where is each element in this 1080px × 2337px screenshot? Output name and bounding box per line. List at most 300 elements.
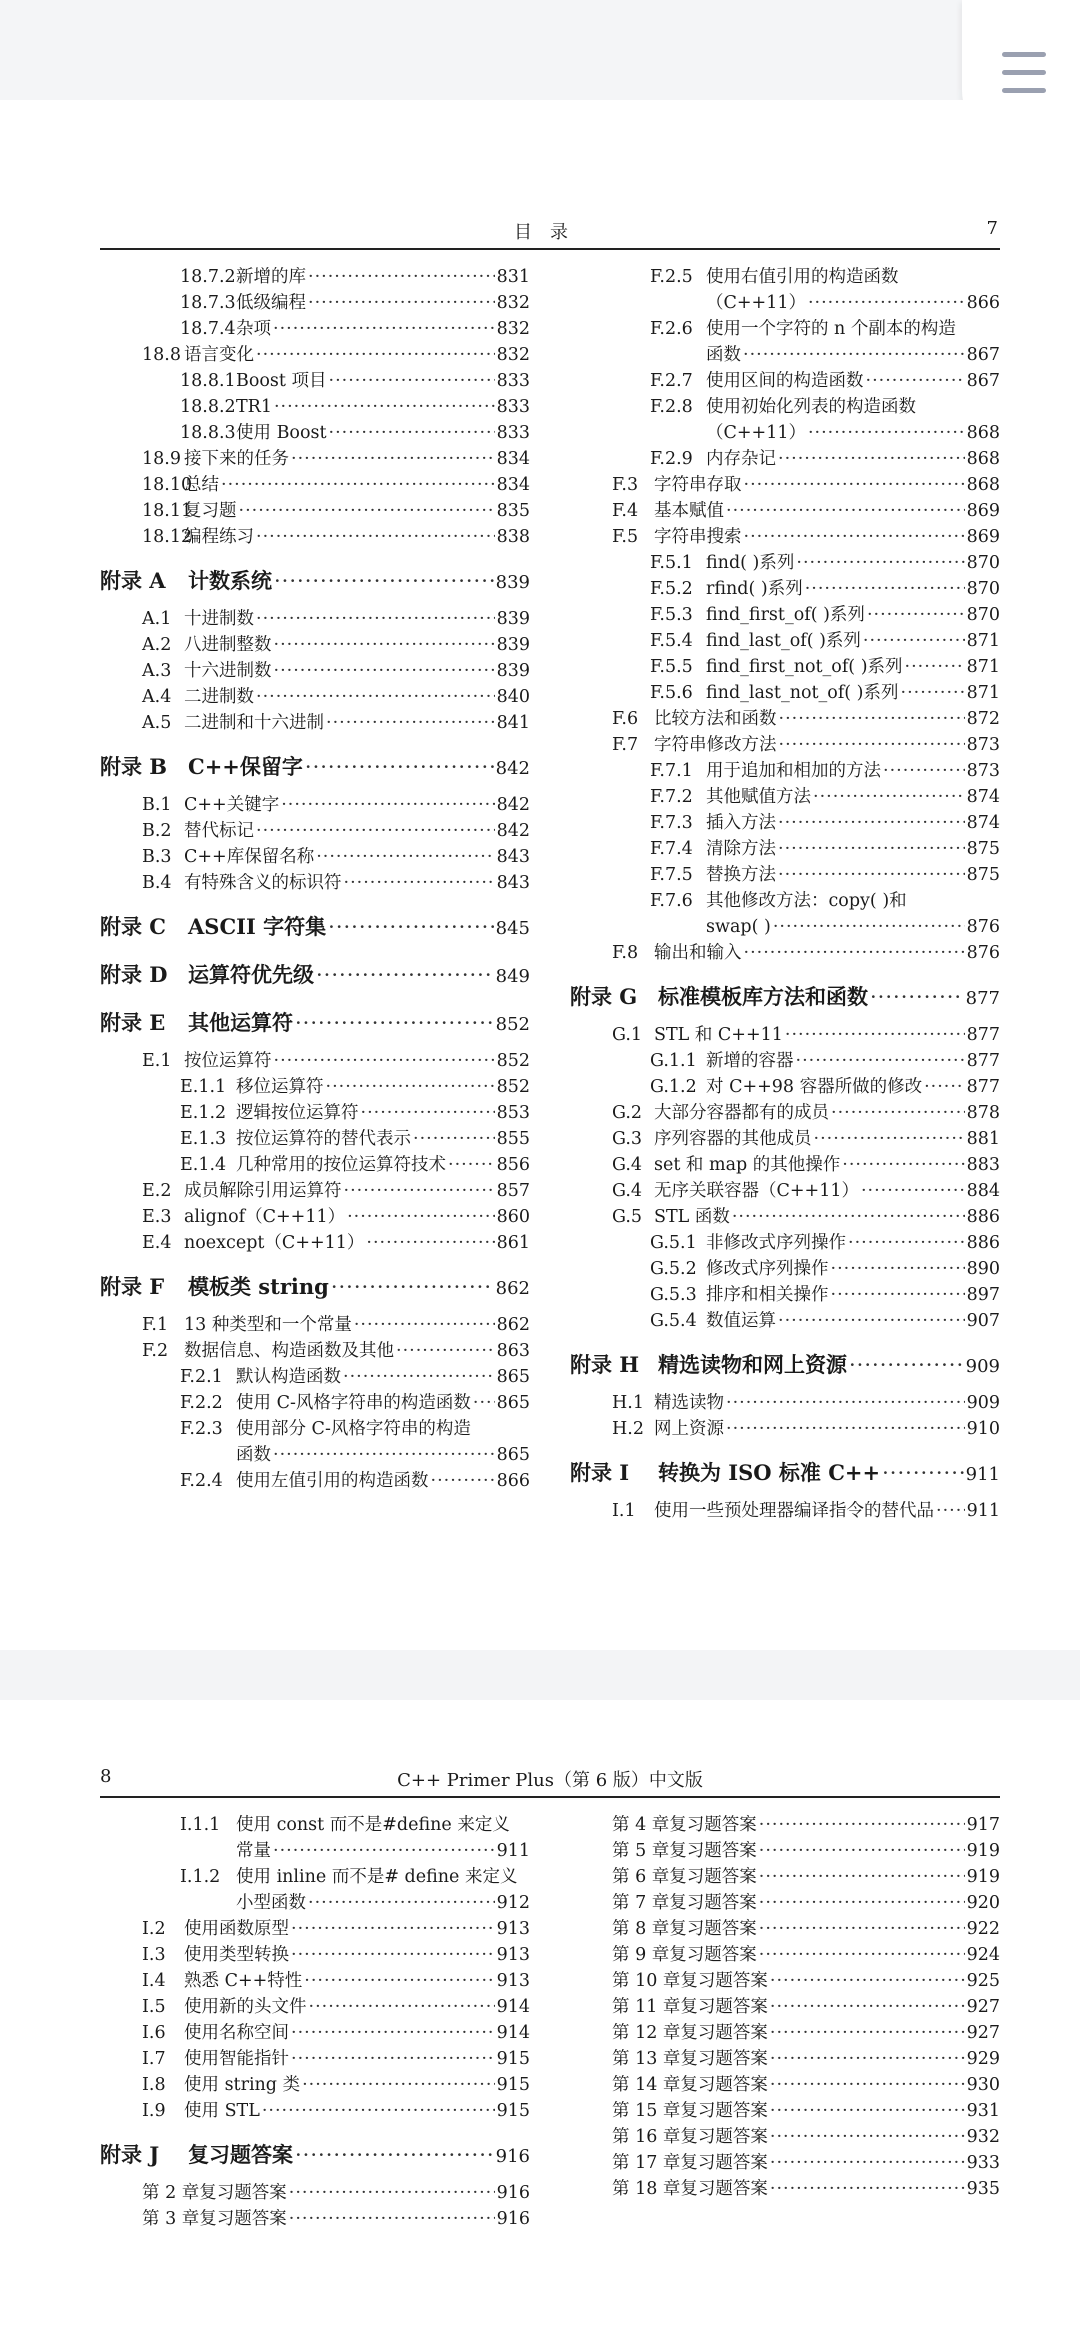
- entry-number: F.4: [612, 501, 639, 521]
- entry-page-number: 931: [966, 2101, 1000, 2121]
- appendix-entry[interactable]: [570, 1348, 1000, 1382]
- dot-leader: [431, 1468, 495, 1494]
- appendix-entry[interactable]: [570, 1456, 1000, 1490]
- entry-page-number: 860: [496, 1207, 530, 1227]
- toc-entry[interactable]: [570, 446, 1000, 472]
- toc-entry[interactable]: [570, 1498, 1000, 1524]
- dot-leader: [778, 810, 965, 836]
- toc-entry[interactable]: [570, 680, 1000, 706]
- entry-page-number: 849: [495, 966, 530, 987]
- entry-title: 使用函数原型: [184, 1919, 289, 1939]
- entry-title: 杂项: [236, 319, 271, 339]
- toc-entry[interactable]: [570, 1074, 1000, 1100]
- dot-leader: [328, 910, 494, 944]
- entry-title: 八进制整数: [184, 635, 272, 655]
- entry-page-number: 919: [966, 1841, 1000, 1861]
- entry-number: 18.7.3: [180, 293, 236, 313]
- entry-number: E.2: [142, 1181, 172, 1201]
- toc-entry[interactable]: [100, 1048, 530, 1074]
- appendix-entry[interactable]: [570, 980, 1000, 1014]
- toc-entry[interactable]: [100, 1812, 530, 1838]
- entry-page-number: 881: [966, 1129, 1000, 1149]
- toc-entry[interactable]: [100, 818, 530, 844]
- entry-title: 清除方法: [706, 839, 776, 859]
- toc-entry[interactable]: [100, 1468, 530, 1494]
- toc-entry[interactable]: [100, 446, 530, 472]
- dot-leader: [867, 602, 965, 628]
- toc-entry[interactable]: [100, 1968, 530, 1994]
- entry-title: 第 6 章复习题答案: [612, 1867, 757, 1887]
- toc-entry[interactable]: [570, 1812, 1000, 1838]
- dot-leader: [291, 446, 495, 472]
- dot-leader: [759, 1812, 965, 1838]
- dot-leader: [770, 2020, 965, 2046]
- toc-entry[interactable]: [100, 1312, 530, 1338]
- entry-number: 18.8.3: [180, 423, 236, 443]
- entry-number: I.5: [142, 1997, 166, 2017]
- dot-leader: [759, 1942, 965, 1968]
- entry-title: swap( ): [706, 917, 771, 937]
- entry-title: STL 函数: [654, 1207, 730, 1227]
- entry-title: 使用 Boost: [236, 423, 327, 443]
- toc-entry[interactable]: [100, 844, 530, 870]
- toc-right-column: [570, 1812, 1000, 2202]
- entry-title: 精选读物: [654, 1393, 724, 1413]
- toc-entry[interactable]: [570, 1256, 1000, 1282]
- entry-page-number: 886: [966, 1233, 1000, 1253]
- dot-leader: [726, 498, 965, 524]
- appendix-entry[interactable]: [100, 910, 530, 944]
- toc-entry[interactable]: [570, 472, 1000, 498]
- entry-number: A.1: [142, 609, 172, 629]
- toc-entry[interactable]: [100, 264, 530, 290]
- toc-entry[interactable]: [570, 1152, 1000, 1178]
- entry-title: （C++11）: [706, 293, 806, 313]
- toc-entry[interactable]: [100, 290, 530, 316]
- entry-page-number: 838: [496, 527, 530, 547]
- toc-entry[interactable]: [570, 576, 1000, 602]
- toc-entry[interactable]: [570, 2072, 1000, 2098]
- toc-entry[interactable]: [570, 862, 1000, 888]
- entry-page-number: 916: [496, 2183, 530, 2203]
- toc-entry[interactable]: [100, 2020, 530, 2046]
- toc-entry[interactable]: [570, 1390, 1000, 1416]
- entry-page-number: 866: [966, 293, 1000, 313]
- toc-entry[interactable]: [570, 1864, 1000, 1890]
- entry-number: F.7.3: [650, 813, 693, 833]
- toc-entry[interactable]: [570, 2046, 1000, 2072]
- entry-title: 其他运算符: [188, 1010, 293, 1035]
- entry-page-number: 832: [496, 319, 530, 339]
- appendix-entry[interactable]: [100, 958, 530, 992]
- entry-number: E.1.2: [180, 1103, 227, 1123]
- dot-leader: [744, 472, 965, 498]
- entry-page-number: 840: [496, 687, 530, 707]
- dot-leader: [759, 1890, 965, 1916]
- entry-title: 基本赋值: [654, 501, 724, 521]
- dot-leader: [770, 2124, 965, 2150]
- toc-entry[interactable]: [100, 2180, 530, 2206]
- entry-page-number: 897: [966, 1285, 1000, 1305]
- dot-leader: [316, 844, 494, 870]
- toc-right-column: [570, 264, 1000, 1524]
- toc-entry[interactable]: [100, 472, 530, 498]
- entry-title: 语言变化: [184, 345, 254, 365]
- toc-entry[interactable]: [570, 2020, 1000, 2046]
- entry-page-number: 876: [966, 943, 1000, 963]
- toc-entry[interactable]: [570, 1968, 1000, 1994]
- dot-leader: [316, 958, 494, 992]
- dot-leader: [770, 1994, 965, 2020]
- dot-leader: [805, 576, 965, 602]
- toc-entry[interactable]: [100, 2098, 530, 2124]
- toc-entry[interactable]: [570, 1282, 1000, 1308]
- entry-title: 十进制数: [184, 609, 254, 629]
- entry-number: H.1: [612, 1393, 644, 1413]
- entry-title: 转换为 ISO 标准 C++: [658, 1460, 881, 1485]
- appendix-entry[interactable]: [100, 564, 530, 598]
- toc-entry[interactable]: [100, 1942, 530, 1968]
- entry-title: 逻辑按位运算符: [236, 1103, 359, 1123]
- toc-entry[interactable]: [570, 888, 1000, 914]
- toc-entry[interactable]: [100, 1126, 530, 1152]
- toc-entry[interactable]: [570, 420, 1000, 446]
- toc-entry[interactable]: [100, 2072, 530, 2098]
- toc-entry[interactable]: [100, 2046, 530, 2072]
- toc-entry[interactable]: [100, 1364, 530, 1390]
- toc-entry[interactable]: [100, 1864, 530, 1890]
- entry-number: G.5.2: [650, 1259, 697, 1279]
- entry-title: （C++11）: [706, 423, 806, 443]
- entry-title: 第 11 章复习题答案: [612, 1997, 768, 2017]
- dot-leader: [770, 2150, 965, 2176]
- entry-number: B.4: [142, 873, 172, 893]
- toc-entry[interactable]: [100, 1074, 530, 1100]
- toc-entry[interactable]: [100, 1916, 530, 1942]
- entry-title: 使用名称空间: [184, 2023, 289, 2043]
- entry-page-number: 933: [966, 2153, 1000, 2173]
- toc-entry[interactable]: [570, 1204, 1000, 1230]
- entry-title: 第 3 章复习题答案: [142, 2209, 287, 2229]
- toc-entry[interactable]: [100, 1338, 530, 1364]
- entry-title: 第 17 章复习题答案: [612, 2153, 768, 2173]
- entry-page-number: 871: [966, 683, 1000, 703]
- entry-page-number: 915: [496, 2075, 530, 2095]
- dot-leader: [848, 1230, 965, 1256]
- entry-title: 第 12 章复习题答案: [612, 2023, 768, 2043]
- entry-number: G.5.4: [650, 1311, 697, 1331]
- entry-page-number: 866: [496, 1471, 530, 1491]
- toc-entry[interactable]: [570, 602, 1000, 628]
- toc-entry[interactable]: [100, 1442, 530, 1468]
- toc-entry[interactable]: [100, 1230, 530, 1256]
- entry-page-number: 911: [965, 1464, 1000, 1485]
- entry-number: 18.9: [142, 449, 181, 469]
- toc-entry[interactable]: [100, 1994, 530, 2020]
- toc-entry[interactable]: [100, 1890, 530, 1916]
- toc-entry[interactable]: [570, 914, 1000, 940]
- dot-leader: [302, 2072, 495, 2098]
- appendix-entry[interactable]: [100, 750, 530, 784]
- toc-entry[interactable]: [570, 2176, 1000, 2202]
- toc-entry[interactable]: [570, 368, 1000, 394]
- entry-page-number: 852: [496, 1051, 530, 1071]
- dot-leader: [291, 2020, 495, 2046]
- toc-entry[interactable]: [570, 498, 1000, 524]
- entry-number: E.3: [142, 1207, 172, 1227]
- entry-page-number: 865: [496, 1445, 530, 1465]
- entry-number: F.2: [142, 1341, 169, 1361]
- entry-number: I.9: [142, 2101, 166, 2121]
- entry-page-number: 914: [496, 2023, 530, 2043]
- entry-page-number: 935: [966, 2179, 1000, 2199]
- toc-entry[interactable]: [570, 342, 1000, 368]
- dot-leader: [813, 784, 965, 810]
- dot-leader: [221, 472, 495, 498]
- dot-leader: [924, 1074, 964, 1100]
- toc-left-column: [100, 1812, 530, 2232]
- entry-page-number: 856: [496, 1155, 530, 1175]
- entry-page-number: 877: [966, 1051, 1000, 1071]
- dot-leader: [883, 758, 965, 784]
- entry-title: find( )系列: [706, 553, 795, 573]
- entry-title: 运算符优先级: [188, 962, 314, 987]
- entry-page-number: 877: [966, 1077, 1000, 1097]
- dot-leader: [239, 498, 495, 524]
- dot-leader: [273, 316, 495, 342]
- appendix-entry[interactable]: [100, 2138, 530, 2172]
- toc-entry[interactable]: [570, 628, 1000, 654]
- entry-title: 精选读物和网上资源: [658, 1352, 847, 1377]
- toc-entry[interactable]: [570, 810, 1000, 836]
- dot-leader: [778, 862, 965, 888]
- toc-entry[interactable]: [100, 710, 530, 736]
- toc-entry[interactable]: [100, 368, 530, 394]
- entry-title: 使用一个字符的 n 个副本的构造: [706, 319, 956, 339]
- toc-entry[interactable]: [100, 1838, 530, 1864]
- entry-number: F.2.5: [650, 267, 693, 287]
- entry-page-number: 865: [496, 1393, 530, 1413]
- entry-title: 成员解除引用运算符: [184, 1181, 342, 1201]
- entry-page-number: 868: [966, 449, 1000, 469]
- entry-number: F.5.4: [650, 631, 693, 651]
- toc-entry[interactable]: [570, 1890, 1000, 1916]
- toc-entry[interactable]: [570, 836, 1000, 862]
- entry-title: 小型函数: [236, 1893, 306, 1913]
- entry-number: I.2: [142, 1919, 166, 1939]
- toc-entry[interactable]: [100, 792, 530, 818]
- toc-entry[interactable]: [100, 524, 530, 550]
- dot-leader: [779, 706, 965, 732]
- toc-entry[interactable]: [570, 2098, 1000, 2124]
- entry-title: 几种常用的按位运算符技术: [236, 1155, 446, 1175]
- entry-title: STL 和 C++11: [654, 1025, 783, 1045]
- entry-title: 其他修改方法：copy( )和: [706, 891, 907, 911]
- dot-leader: [770, 1968, 965, 1994]
- toc-entry[interactable]: [570, 732, 1000, 758]
- dot-leader: [326, 710, 495, 736]
- toc-entry[interactable]: [570, 1048, 1000, 1074]
- toc-entry[interactable]: [570, 1994, 1000, 2020]
- entry-title: 低级编程: [236, 293, 306, 313]
- entry-page-number: 853: [496, 1103, 530, 1123]
- toc-entry[interactable]: [570, 940, 1000, 966]
- entry-number: I.6: [142, 2023, 166, 2043]
- dot-leader: [882, 1456, 964, 1490]
- entry-number: 18.8.1: [180, 371, 236, 391]
- dot-leader: [732, 1204, 965, 1230]
- toc-entry[interactable]: [570, 2124, 1000, 2150]
- toc-entry[interactable]: [100, 498, 530, 524]
- toc-entry[interactable]: [570, 1916, 1000, 1942]
- toc-entry[interactable]: [570, 394, 1000, 420]
- entry-page-number: 834: [496, 449, 530, 469]
- page-number: 7: [986, 218, 998, 239]
- entry-title: 计数系统: [188, 568, 272, 593]
- entry-number: F.7.6: [650, 891, 693, 911]
- entry-title: 替代标记: [184, 821, 254, 841]
- entry-page-number: 842: [496, 795, 530, 815]
- entry-title: 第 8 章复习题答案: [612, 1919, 757, 1939]
- toc-entry[interactable]: [570, 706, 1000, 732]
- dot-leader: [808, 290, 965, 316]
- entry-page-number: 869: [966, 501, 1000, 521]
- entry-title: alignof（C++11）: [184, 1207, 346, 1227]
- entry-number: G.5: [612, 1207, 643, 1227]
- entry-page-number: 927: [966, 1997, 1000, 2017]
- entry-page-number: 932: [966, 2127, 1000, 2147]
- entry-page-number: 913: [496, 1919, 530, 1939]
- entry-page-number: 884: [966, 1181, 1000, 1201]
- toc-entry[interactable]: [100, 1178, 530, 1204]
- dot-leader: [936, 1498, 965, 1524]
- toc-entry[interactable]: [100, 2206, 530, 2232]
- dot-leader: [344, 870, 495, 896]
- toc-entry[interactable]: [100, 1204, 530, 1230]
- toc-entry[interactable]: [570, 2150, 1000, 2176]
- toc-entry[interactable]: [100, 316, 530, 342]
- entry-title: 数据信息、构造函数及其他: [184, 1341, 394, 1361]
- entry-title: 第 15 章复习题答案: [612, 2101, 768, 2121]
- dot-leader: [743, 342, 965, 368]
- entry-title: 第 10 章复习题答案: [612, 1971, 768, 1991]
- entry-title: 第 7 章复习题答案: [612, 1893, 757, 1913]
- toc-entry[interactable]: [570, 1178, 1000, 1204]
- entry-title: C++库保留名称: [184, 847, 315, 867]
- toc-entry[interactable]: [100, 1100, 530, 1126]
- toc-entry[interactable]: [100, 684, 530, 710]
- entry-page-number: 835: [496, 501, 530, 521]
- toc-entry[interactable]: [570, 316, 1000, 342]
- toc-entry[interactable]: [100, 1152, 530, 1178]
- entry-title: 移位运算符: [236, 1077, 324, 1097]
- dot-leader: [331, 1270, 494, 1304]
- toc-entry[interactable]: [570, 1126, 1000, 1152]
- dot-leader: [291, 1942, 495, 1968]
- toc-entry[interactable]: [100, 342, 530, 368]
- entry-title: 13 种类型和一个常量: [184, 1315, 352, 1335]
- toc-entry[interactable]: [570, 550, 1000, 576]
- entry-title: TR1: [236, 397, 272, 417]
- entry-title: 总结: [184, 475, 219, 495]
- entry-title: 大部分容器都有的成员: [654, 1103, 829, 1123]
- entry-number: I.3: [142, 1945, 166, 1965]
- toc-entry[interactable]: [570, 290, 1000, 316]
- dot-leader: [770, 2072, 965, 2098]
- toc-entry[interactable]: [570, 1838, 1000, 1864]
- toc-entry[interactable]: [570, 1416, 1000, 1442]
- dot-leader: [274, 658, 495, 684]
- entry-page-number: 863: [496, 1341, 530, 1361]
- entry-title: 使用部分 C-风格字符串的构造: [236, 1419, 471, 1439]
- toc-entry[interactable]: [100, 420, 530, 446]
- dot-leader: [274, 1048, 495, 1074]
- entry-title: 第 9 章复习题答案: [612, 1945, 757, 1965]
- toc-entry[interactable]: [570, 264, 1000, 290]
- entry-page-number: 873: [966, 735, 1000, 755]
- entry-number: I.1: [612, 1501, 636, 1521]
- entry-number: F.7.1: [650, 761, 693, 781]
- toc-entry[interactable]: [100, 394, 530, 420]
- dot-leader: [274, 564, 494, 598]
- toc-page-8: [0, 1700, 1080, 2337]
- toc-entry[interactable]: [570, 1942, 1000, 1968]
- entry-title: 函数: [706, 345, 741, 365]
- entry-page-number: 867: [966, 345, 1000, 365]
- toc-entry[interactable]: [570, 1100, 1000, 1126]
- toc-entry[interactable]: [570, 524, 1000, 550]
- appendix-entry[interactable]: [100, 1006, 530, 1040]
- toc-entry[interactable]: [100, 870, 530, 896]
- entry-page-number: 841: [496, 713, 530, 733]
- dot-leader: [354, 1312, 495, 1338]
- toc-entry[interactable]: [100, 606, 530, 632]
- entry-title: 网上资源: [654, 1419, 724, 1439]
- dot-leader: [759, 1916, 965, 1942]
- dot-leader: [866, 368, 965, 394]
- toc-entry[interactable]: [570, 1230, 1000, 1256]
- entry-title: 使用 inline 而不是# define 来定义: [236, 1867, 518, 1887]
- entry-number: F.7.2: [650, 787, 693, 807]
- entry-title: ASCII 字符集: [188, 914, 327, 939]
- toc-entry[interactable]: [570, 758, 1000, 784]
- toc-entry[interactable]: [570, 654, 1000, 680]
- dot-leader: [901, 680, 965, 706]
- toc-entry[interactable]: [570, 784, 1000, 810]
- appendix-entry[interactable]: [100, 1270, 530, 1304]
- dot-leader: [744, 524, 965, 550]
- dot-leader: [273, 1838, 495, 1864]
- toc-entry[interactable]: [570, 1022, 1000, 1048]
- entry-page-number: 852: [496, 1077, 530, 1097]
- toc-entry[interactable]: [570, 1308, 1000, 1334]
- entry-page-number: 907: [966, 1311, 1000, 1331]
- entry-title: 十六进制数: [184, 661, 272, 681]
- entry-number: 附录 B: [100, 754, 168, 779]
- entry-title: 第 13 章复习题答案: [612, 2049, 768, 2069]
- toc-entry[interactable]: [100, 1416, 530, 1442]
- toc-entry[interactable]: [100, 658, 530, 684]
- entry-title: 内存杂记: [706, 449, 776, 469]
- entry-number: F.2.4: [180, 1471, 223, 1491]
- entry-number: 附录 J: [100, 2142, 160, 2167]
- toc-entry[interactable]: [100, 632, 530, 658]
- entry-number: 附录 D: [100, 962, 168, 987]
- entry-page-number: 868: [966, 475, 1000, 495]
- header-title: C++ Primer Plus（第 6 版）中文版: [397, 1770, 703, 1791]
- entry-number: F.1: [142, 1315, 169, 1335]
- toc-entry[interactable]: [100, 1390, 530, 1416]
